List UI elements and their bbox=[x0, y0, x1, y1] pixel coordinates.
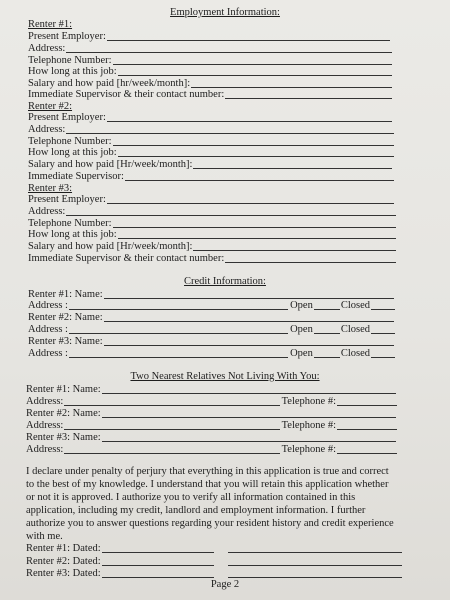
credit-renter-1-open-label: Open bbox=[290, 300, 313, 311]
relatives-section-title: Two Nearest Relatives Not Living With You: bbox=[130, 371, 320, 382]
credit-renter-3-open-label: Open bbox=[290, 348, 313, 359]
credit-renter-1-closed-label: Closed bbox=[340, 300, 370, 311]
credit-renter-1-name-field[interactable]: Renter #1: Name: bbox=[28, 289, 396, 301]
renter-3-how-long-field[interactable]: How long at this job: bbox=[28, 229, 398, 241]
relative-renter-3-name-field[interactable]: Renter #3: Name: bbox=[26, 432, 398, 444]
credit-renter-3-closed-field bbox=[371, 357, 395, 358]
relative-renter-1-telephone-label: Telephone #: bbox=[281, 396, 336, 407]
renter-2-how-long-field[interactable]: How long at this job: bbox=[28, 147, 396, 159]
renter-3-telephone-field[interactable]: Telephone Number: bbox=[28, 218, 398, 230]
credit-renter-2-address-field[interactable]: Address : Open Closed bbox=[28, 324, 396, 336]
relative-renter-3-telephone-field bbox=[337, 453, 397, 454]
renter-1-telephone-field[interactable]: Telephone Number: bbox=[28, 55, 394, 67]
renter-3-supervisor-field[interactable]: Immediate Supervisor & their contact number: bbox=[28, 253, 398, 265]
renter-2-address-field[interactable]: Address: bbox=[28, 124, 396, 136]
relative-renter-2-telephone-field bbox=[337, 429, 397, 430]
declaration-text: I declare under penalty of perjury that everything in this application is true and correct to the best of my knowledge. I understand that you will retain this application whether or not it is approved. I authorize you to verify all information contained in this application, including my credit, landlord and employment information. I further authorize you to answer questions regarding your resident history and credit experience with me. bbox=[26, 466, 394, 542]
renter-1-present-employer-field[interactable]: Present Employer: bbox=[28, 31, 392, 43]
employment-section-title: Employment Information: bbox=[170, 7, 280, 18]
relative-renter-3-telephone-label: Telephone #: bbox=[281, 444, 336, 455]
credit-renter-1-closed-field bbox=[371, 309, 395, 310]
renter-3-address-field[interactable]: Address: bbox=[28, 206, 398, 218]
renter-1-salary-field[interactable]: Salary and how paid [hr/week/month]: bbox=[28, 78, 394, 90]
renter-2-supervisor-field[interactable]: Immediate Supervisor: bbox=[28, 171, 396, 183]
relative-renter-2-name-field[interactable]: Renter #2: Name: bbox=[26, 408, 398, 420]
declaration-paragraph bbox=[26, 465, 396, 543]
credit-renter-2-closed-label: Closed bbox=[340, 324, 370, 335]
credit-renter-2-open-label: Open bbox=[290, 324, 313, 335]
credit-renter-2-closed-field bbox=[371, 333, 395, 334]
employment-renter-2-heading: Renter #2: bbox=[28, 101, 73, 112]
credit-section-title: Credit Information: bbox=[184, 276, 266, 287]
relative-renter-2-address-field[interactable]: Address: Telephone #: bbox=[26, 420, 398, 432]
signature-renter-2-line[interactable] bbox=[228, 556, 404, 568]
signature-renter-3-dated-field[interactable]: Renter #3: Dated: bbox=[26, 568, 216, 580]
relative-renter-1-name-field[interactable]: Renter #1: Name: bbox=[26, 384, 398, 396]
employment-renter-1-heading: Renter #1: bbox=[28, 19, 73, 30]
signature-renter-2-dated-field[interactable]: Renter #2: Dated: bbox=[26, 556, 216, 568]
relative-renter-1-address-field[interactable]: Address: Telephone #: bbox=[26, 396, 398, 408]
credit-renter-3-open-field bbox=[314, 357, 340, 358]
credit-renter-3-closed-label: Closed bbox=[340, 348, 370, 359]
renter-2-present-employer-field[interactable]: Present Employer: bbox=[28, 112, 394, 124]
relative-renter-1-telephone-field bbox=[337, 405, 397, 406]
credit-renter-3-address-field[interactable]: Address : Open Closed bbox=[28, 348, 396, 360]
renter-1-how-long-field[interactable]: How long at this job: bbox=[28, 66, 394, 78]
credit-renter-1-address-field[interactable]: Address : Open Closed bbox=[28, 300, 396, 312]
relative-renter-2-telephone-label: Telephone #: bbox=[281, 420, 336, 431]
credit-renter-3-name-field[interactable]: Renter #3: Name: bbox=[28, 336, 396, 348]
page-number: Page 2 bbox=[210, 579, 240, 590]
renter-3-salary-field[interactable]: Salary and how paid [Hr/week/month]: bbox=[28, 241, 398, 253]
renter-2-salary-field[interactable]: Salary and how paid [Hr/week/month]: bbox=[28, 159, 394, 171]
renter-2-telephone-field[interactable]: Telephone Number: bbox=[28, 136, 396, 148]
signature-renter-1-line[interactable] bbox=[228, 543, 404, 555]
renter-1-address-field[interactable]: Address: bbox=[28, 43, 394, 55]
employment-renter-3-heading: Renter #3: bbox=[28, 183, 73, 194]
renter-1-supervisor-field[interactable]: Immediate Supervisor & their contact number: bbox=[28, 89, 394, 101]
renter-3-present-employer-field[interactable]: Present Employer: bbox=[28, 194, 396, 206]
signature-renter-1-dated-field[interactable]: Renter #1: Dated: bbox=[26, 543, 216, 555]
credit-renter-2-name-field[interactable]: Renter #2: Name: bbox=[28, 312, 396, 324]
relative-renter-3-address-field[interactable]: Address: Telephone #: bbox=[26, 444, 398, 456]
credit-renter-1-open-field bbox=[314, 309, 340, 310]
credit-renter-2-open-field bbox=[314, 333, 340, 334]
